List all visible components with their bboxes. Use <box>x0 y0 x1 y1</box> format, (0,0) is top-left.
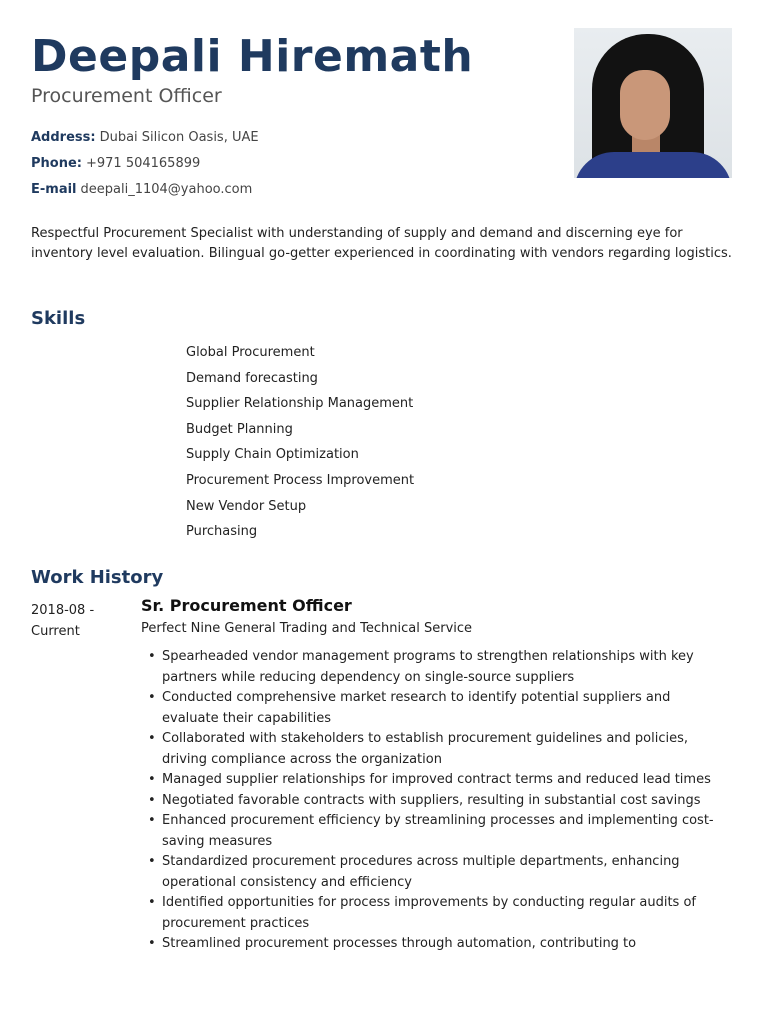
skills-list <box>186 343 414 548</box>
candidate-title: Procurement Officer <box>31 85 222 107</box>
job-bullet <box>147 688 729 729</box>
contact-phone-value: +971 504165899 <box>85 156 201 171</box>
bullet-dot-icon: • <box>148 690 156 705</box>
job-bullet <box>147 647 729 688</box>
contact-email <box>31 182 252 197</box>
skill-item: Demand forecasting <box>186 370 318 386</box>
contact-email-label: E-mail <box>31 182 77 197</box>
candidate-name: Deepali Hiremath <box>31 31 474 82</box>
skill-item: Purchasing <box>186 524 258 540</box>
job-bullet-text: Managed supplier relationships for improved contract terms and reduced lead times <box>162 772 711 787</box>
skill-item: Budget Planning <box>186 421 293 437</box>
contact-phone <box>31 156 200 171</box>
contact-phone-label: Phone: <box>31 156 82 171</box>
skill-item: Procurement Process Improvement <box>186 472 415 488</box>
bullet-dot-icon: • <box>148 772 156 787</box>
job-dates: 2018-08 - Current <box>31 603 95 639</box>
bullet-dot-icon: • <box>148 936 156 951</box>
job-bullet-text: Negotiated favorable contracts with suppliers, resulting in substantial cost savings <box>162 792 701 808</box>
skills-heading: Skills <box>31 308 86 329</box>
professional-summary: Respectful Procurement Specialist with understanding of supply and demand and discerning eye for inventory level evaluation. Bilingual go-getter experienced in coordinating with vendors regarding logistics. <box>31 226 732 261</box>
bullet-dot-icon: • <box>148 731 156 746</box>
job-bullet-text: Collaborated with stakeholders to establish procurement guidelines and policies, driving compliance across the organization <box>162 731 689 767</box>
bullet-dot-icon: • <box>148 813 156 828</box>
bullet-dot-icon: • <box>148 792 156 808</box>
job-bullet <box>147 791 729 812</box>
contact-email-value: deepali_1104@yahoo.com <box>80 182 253 197</box>
contact-address <box>31 130 259 145</box>
job-bullet-text: Standardized procurement procedures across multiple departments, enhancing operational consistency and efficiency <box>162 854 680 890</box>
job-bullet-text: Conducted comprehensive market research to identify potential suppliers and evaluate their capabilities <box>162 690 671 726</box>
job-company: Perfect Nine General Trading and Technical Service <box>141 621 473 636</box>
job-bullet <box>147 729 729 770</box>
job-bullet-text: Enhanced procurement efficiency by streamlining processes and implementing cost-saving measures <box>162 813 714 849</box>
job-bullet-text: Spearheaded vendor management programs to strengthen relationships with key partners while reducing dependency on single-source suppliers <box>162 649 694 685</box>
job-bullet-text: Identified opportunities for process improvements by conducting regular audits of procurement practices <box>162 895 696 931</box>
bullet-dot-icon: • <box>148 895 156 910</box>
job-bullet <box>147 811 729 852</box>
contact-address-label: Address: <box>31 130 96 145</box>
job-bullet <box>147 852 729 893</box>
photo-shirt-shape <box>574 152 732 178</box>
work-history-heading: Work History <box>31 567 164 588</box>
job-bullet <box>147 770 729 791</box>
job-bullet-list <box>147 647 729 955</box>
job-title: Sr. Procurement Officer <box>141 596 352 615</box>
skill-item: Global Procurement <box>186 345 315 360</box>
bullet-dot-icon: • <box>148 649 156 664</box>
job-bullet <box>147 934 729 955</box>
photo-face-shape <box>620 70 670 140</box>
job-bullet <box>147 893 729 934</box>
job-bullet-text: Streamlined procurement processes through automation, contributing to <box>162 936 637 951</box>
profile-photo <box>574 28 732 178</box>
skill-item: New Vendor Setup <box>186 498 307 514</box>
contact-address-value: Dubai Silicon Oasis, UAE <box>99 130 259 145</box>
skill-item: Supply Chain Optimization <box>186 447 359 463</box>
bullet-dot-icon: • <box>148 854 156 869</box>
skill-item: Supplier Relationship Management <box>186 396 414 412</box>
